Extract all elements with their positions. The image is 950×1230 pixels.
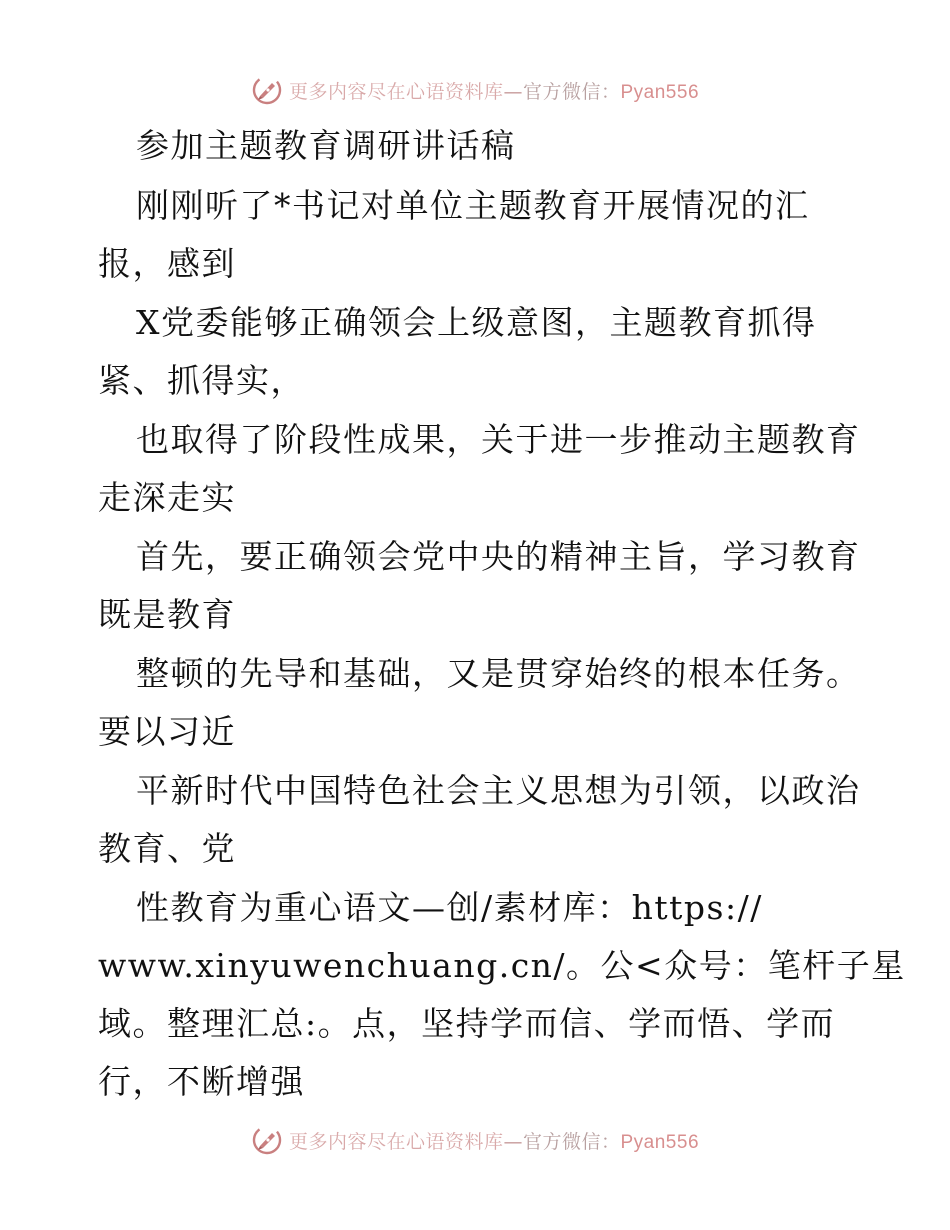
paragraph-line: X党委能够正确领会上级意图，主题教育抓得 <box>136 303 817 342</box>
document-title: 参加主题教育调研讲话稿 <box>136 126 516 165</box>
paragraph-line: 紧、抓得实， <box>98 361 305 400</box>
paragraph-line: 性教育为重心语文—创/素材库：https:// <box>136 888 763 927</box>
watermark-text: 更多内容尽在心语资料库—官方微信：Pyan556 <box>288 1130 700 1153</box>
paragraph-line: 整顿的先导和基础，又是贯穿始终的根本任务。 <box>136 654 861 693</box>
paragraph-line: 报，感到 <box>98 244 236 283</box>
paragraph-line: 刚刚听了*书记对单位主题教育开展情况的汇 <box>136 186 810 225</box>
pen-nib-logo-icon <box>251 1124 283 1156</box>
footer-watermark <box>0 1120 950 1160</box>
paragraph-line: 也取得了阶段性成果，关于进一步推动主题教育 <box>136 420 861 459</box>
paragraph-line: 域。整理汇总:。点，坚持学而信、学而悟、学而 <box>98 1004 836 1043</box>
watermark-text: 更多内容尽在心语资料库—官方微信：Pyan556 <box>288 80 700 103</box>
paragraph-line: 首先，要正确领会党中央的精神主旨，学习教育 <box>136 537 861 576</box>
paragraph-line: 平新时代中国特色社会主义思想为引领，以政治 <box>136 771 861 810</box>
paragraph-line: 行，不断增强 <box>98 1062 305 1101</box>
paragraph-line: 走深走实 <box>98 478 236 517</box>
paragraph-line: 教育、党 <box>98 829 236 868</box>
paragraph-line: www.xinyuwenchuang.cn/。公<众号：笔杆子星 <box>98 946 906 985</box>
paragraph-line: 既是教育 <box>98 595 236 634</box>
paragraph-line: 要以习近 <box>98 712 236 751</box>
